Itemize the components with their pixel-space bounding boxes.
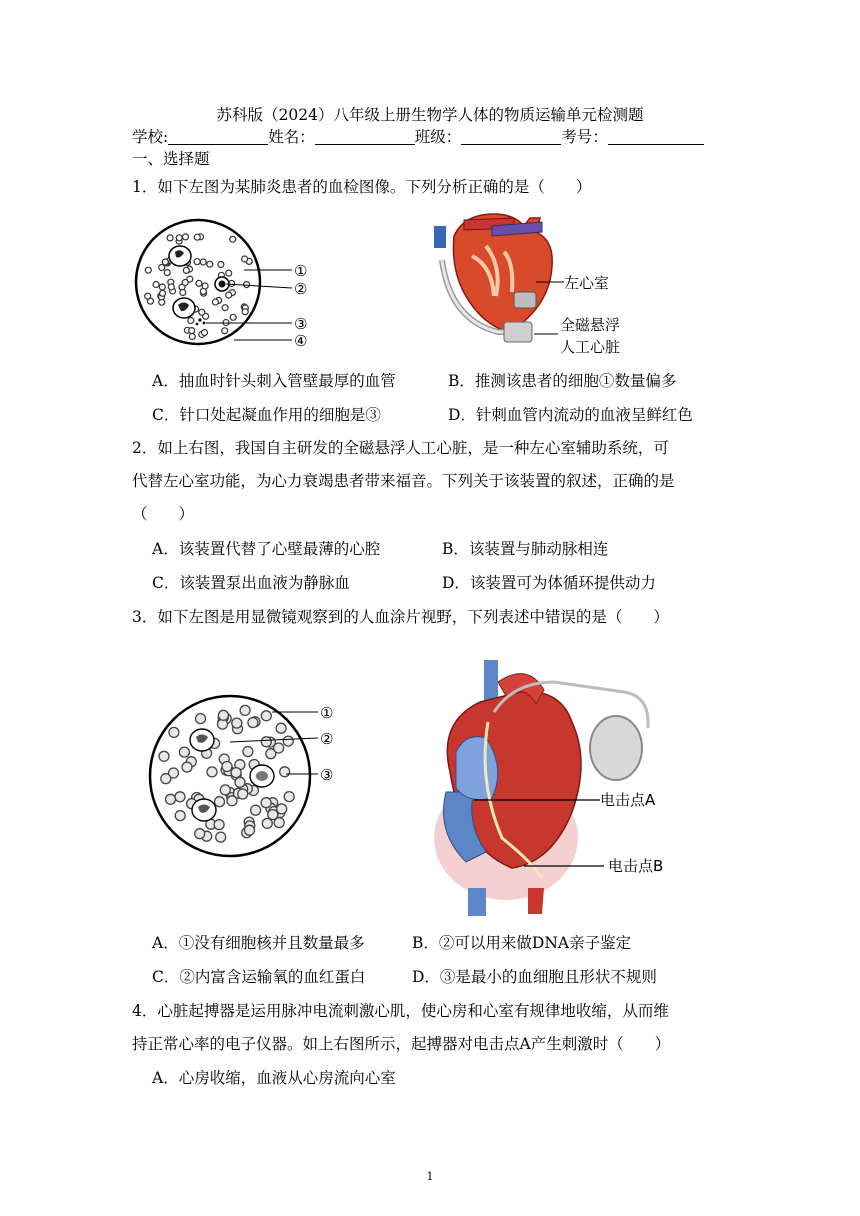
- red-blood-cell: [168, 284, 174, 290]
- red-blood-cell: [240, 705, 250, 715]
- question-1-option-c[interactable]: C．针口处起凝血作用的细胞是③: [152, 406, 381, 424]
- blood1-label-4: ④: [294, 332, 308, 350]
- red-blood-cell: [274, 743, 284, 753]
- question-4-stem-line-1: 4．心脏起搏器是运用脉冲电流刺激心肌，使心房和心室有规律地收缩，从而维: [132, 1002, 669, 1020]
- red-blood-cell: [166, 794, 176, 804]
- red-blood-cell: [218, 710, 228, 720]
- red-blood-cell: [182, 280, 188, 286]
- red-blood-cell: [196, 280, 202, 286]
- red-blood-cell: [230, 314, 236, 320]
- red-blood-cell: [261, 711, 271, 721]
- exam-title: 苏科版（2024）八年级上册生物学人体的物质运输单元检测题: [216, 106, 644, 124]
- red-blood-cell: [226, 270, 232, 276]
- red-blood-cell: [215, 797, 225, 807]
- page-number: 1: [426, 1170, 434, 1183]
- pacemaker-heart-figure: [428, 652, 678, 916]
- red-blood-cell: [164, 270, 170, 276]
- red-blood-cell: [183, 234, 189, 240]
- school-blank[interactable]: [168, 128, 268, 145]
- red-blood-cell: [145, 267, 151, 273]
- red-blood-cell: [194, 259, 200, 265]
- question-1-option-a[interactable]: A．抽血时针头刺入管壁最厚的血管: [152, 372, 396, 390]
- question-4-stem-line-2: 持正常心率的电子仪器。如上右图所示，起搏器对电击点A产生刺激时（ ）: [132, 1035, 671, 1053]
- red-blood-cell: [280, 767, 290, 777]
- red-blood-cell: [207, 261, 213, 267]
- red-blood-cell: [284, 792, 294, 802]
- red-blood-cell: [226, 292, 232, 298]
- red-blood-cell: [167, 235, 173, 241]
- blood-smear-figure-2: [146, 690, 356, 862]
- blood1-label-3: ③: [294, 315, 308, 333]
- heart1-label-maglev: 全磁悬浮: [560, 316, 621, 334]
- question-1-option-d[interactable]: D．针刺血管内流动的血液呈鲜红色: [448, 406, 693, 424]
- red-blood-cell: [180, 290, 186, 296]
- red-blood-cell: [179, 747, 189, 757]
- red-blood-cell: [244, 282, 250, 288]
- red-blood-cell: [214, 820, 224, 830]
- red-blood-cell: [189, 328, 195, 334]
- red-blood-cell: [230, 236, 236, 242]
- red-blood-cell: [175, 811, 185, 821]
- red-blood-cell: [202, 330, 208, 336]
- question-3-stem: 3．如下左图是用显微镜观察到的人血涂片视野，下列表述中错误的是（ ）: [132, 608, 669, 626]
- red-blood-cell: [159, 284, 165, 290]
- question-2-option-d[interactable]: D．该装置可为体循环提供动力: [442, 574, 656, 592]
- red-blood-cell: [189, 334, 195, 340]
- red-blood-cell: [199, 309, 205, 315]
- red-blood-cell: [248, 718, 258, 728]
- heart2-label-b: 电击点B: [608, 857, 664, 875]
- section-heading: 一、选择题: [132, 150, 210, 168]
- blood2-label-3: ③: [320, 766, 334, 784]
- student-info-line: [132, 126, 704, 148]
- red-blood-cell: [245, 825, 255, 835]
- red-blood-cell: [200, 259, 206, 265]
- red-blood-cell: [162, 259, 168, 265]
- red-blood-cell: [175, 792, 185, 802]
- red-blood-cell: [196, 714, 206, 724]
- red-blood-cell: [235, 777, 245, 787]
- blood2-label-1: ①: [320, 704, 334, 722]
- red-blood-cell: [212, 299, 218, 305]
- red-blood-cell: [160, 290, 166, 296]
- question-3-option-b[interactable]: B．②可以用来做DNA亲子鉴定: [412, 934, 632, 952]
- red-blood-cell: [207, 767, 217, 777]
- question-2-stem-line-3: （ ）: [132, 505, 195, 523]
- red-blood-cell: [153, 282, 159, 288]
- name-blank[interactable]: [315, 128, 415, 145]
- red-blood-cell: [283, 736, 293, 746]
- question-2-stem-line-2: 代替左心室功能，为心力衰竭患者带来福音。下列关于该装置的叙述，正确的是: [132, 472, 675, 490]
- red-blood-cell: [262, 818, 272, 828]
- red-blood-cell: [231, 768, 241, 778]
- red-blood-cell: [159, 751, 169, 761]
- red-blood-cell: [251, 805, 261, 815]
- red-blood-cell: [276, 723, 286, 733]
- red-blood-cell: [161, 774, 171, 784]
- red-blood-cell: [222, 305, 228, 311]
- red-blood-cell: [169, 727, 179, 737]
- question-3-option-a[interactable]: A．①没有细胞核并且数量最多: [152, 934, 365, 952]
- red-blood-cell: [220, 785, 230, 795]
- class-blank[interactable]: [461, 128, 561, 145]
- red-blood-cell: [145, 293, 151, 299]
- question-2-option-a[interactable]: A．该装置代替了心壁最薄的心腔: [152, 540, 381, 558]
- blood1-label-2: ②: [294, 280, 308, 298]
- red-blood-cell: [222, 328, 228, 334]
- class-label: 班级：: [414, 128, 462, 146]
- red-blood-cell: [195, 829, 205, 839]
- red-blood-cell: [183, 267, 189, 273]
- red-blood-cell: [242, 309, 248, 315]
- blood2-label-2: ②: [320, 730, 334, 748]
- exam-no-label: 考号：: [561, 128, 608, 146]
- name-label: 姓名：: [268, 128, 315, 146]
- heart1-label-lv: 左心室: [564, 274, 610, 292]
- red-blood-cell: [277, 804, 287, 814]
- blood-smear-figure-1: [134, 210, 324, 360]
- heart1-label-artificial: 人工心脏: [560, 338, 621, 356]
- red-blood-cell: [268, 810, 278, 820]
- red-blood-cell: [218, 262, 224, 268]
- red-blood-cell: [222, 762, 232, 772]
- red-blood-cell: [216, 832, 226, 842]
- question-3-option-c[interactable]: C．②内富含运输氧的血红蛋白: [152, 968, 366, 986]
- exam-no-blank[interactable]: [608, 128, 704, 145]
- question-2-option-c[interactable]: C．该装置泵出血液为静脉血: [152, 574, 350, 592]
- question-1-option-b[interactable]: B．推测该患者的细胞①数量偏多: [448, 372, 677, 390]
- question-2-stem-line-1: 2．如上右图，我国自主研发的全磁悬浮人工心脏，是一种左心室辅助系统，可: [132, 439, 669, 457]
- question-4-option-a[interactable]: A．心房收缩，血液从心房流向心室: [152, 1069, 396, 1087]
- question-3-option-d[interactable]: D．③是最小的血细胞且形状不规则: [412, 968, 657, 986]
- heart2-label-a: 电击点A: [600, 791, 656, 809]
- question-1-stem: 1．如下左图为某肺炎患者的血检图像。下列分析正确的是（ ）: [132, 178, 592, 196]
- school-label: 学校:: [132, 128, 169, 146]
- red-blood-cell: [176, 235, 182, 241]
- red-blood-cell: [261, 737, 271, 747]
- red-blood-cell: [194, 234, 200, 240]
- red-blood-cell: [243, 747, 253, 757]
- blood1-label-1: ①: [294, 262, 308, 280]
- question-2-option-b[interactable]: B．该装置与肺动脉相连: [442, 540, 609, 558]
- red-blood-cell: [202, 283, 208, 289]
- red-blood-cell: [261, 798, 271, 808]
- red-blood-cell: [242, 256, 248, 262]
- red-blood-cell: [182, 762, 192, 772]
- red-blood-cell: [188, 318, 194, 324]
- artificial-heart-figure: [434, 206, 644, 358]
- red-blood-cell: [238, 789, 248, 799]
- red-blood-cell: [232, 718, 242, 728]
